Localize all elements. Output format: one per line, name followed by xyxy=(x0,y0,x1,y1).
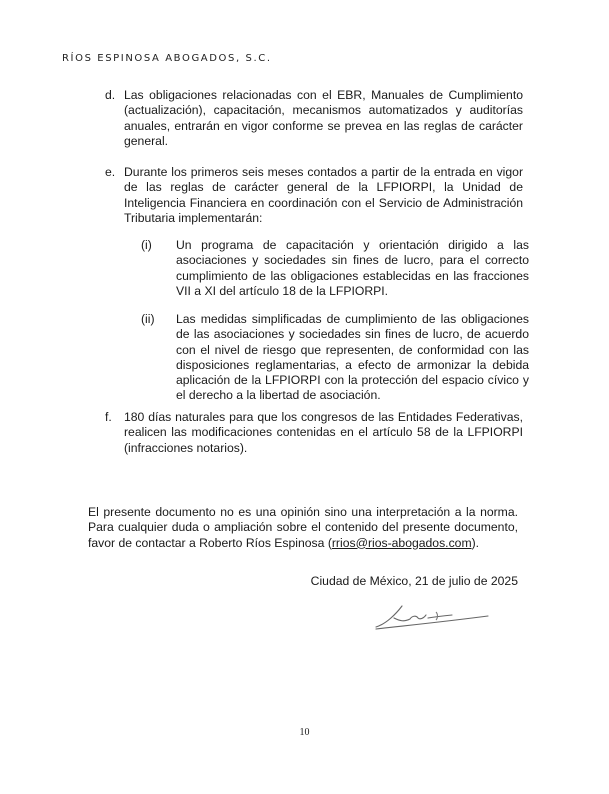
sub-list-marker: (ii) xyxy=(141,312,155,326)
list-item-text: 180 días naturales para que los congresos de las Entidades Federativas, realicen las modificaciones contenidas en el artículo 58 de la LFPIORPI (infracciones notarios). xyxy=(124,410,523,455)
closing-paragraph xyxy=(88,505,518,551)
list-marker: d. xyxy=(105,88,116,102)
closing-text-end: ). xyxy=(471,535,480,550)
list-item-text: Las obligaciones relacionadas con el EBR, Manuales de Cumplimiento (actualización), capacitación, mecanismos automatizados y auditorías anuales, entrarán en vigor conforme se prevea en las reglas de carácter general. xyxy=(124,88,523,148)
closing-text: El presente documento no es una opinión sino una interpretación a la norma. Para cualquier duda o ampliación sobre el contenido del presente documento, favor de contactar a Roberto Ríos Espinosa ( xyxy=(88,505,518,550)
firm-header: RÍOS ESPINOSA ABOGADOS, S.C. xyxy=(62,53,272,64)
sub-list-marker: (i) xyxy=(141,238,152,252)
sub-list-item-text: Las medidas simplificadas de cumplimiento de las obligaciones de las asociaciones y sociedades sin fines de lucro, de acuerdo con el nivel de riesgo que representen, de conformidad con las disposiciones reglamentarias, a efecto de armonizar la debida aplicación de la LFPIORPI con la protección del espacio cívico y el derecho a la libertad de asociación. xyxy=(176,312,529,403)
signature-image xyxy=(372,602,490,632)
page-number: 10 xyxy=(299,727,310,738)
contact-email-link[interactable]: rrios@rios-abogados.com xyxy=(331,535,472,550)
list-marker: e. xyxy=(105,165,116,179)
date-line: Ciudad de México, 21 de julio de 2025 xyxy=(310,574,518,588)
sub-list-item-text: Un programa de capacitación y orientación dirigido a las asociaciones y sociedades sin fines de lucro, para el correcto cumplimiento de las obligaciones establecidas en las fracciones VII a XI del artículo 18 de la LFPIORPI. xyxy=(176,238,529,298)
list-marker: f. xyxy=(105,410,112,424)
list-item-text: Durante los primeros seis meses contados a partir de la entrada en vigor de las reglas de carácter general de la LFPIORPI, la Unidad de Inteligencia Financiera en coordinación con el Servicio de Administración Tributaria implementarán: xyxy=(124,165,523,225)
